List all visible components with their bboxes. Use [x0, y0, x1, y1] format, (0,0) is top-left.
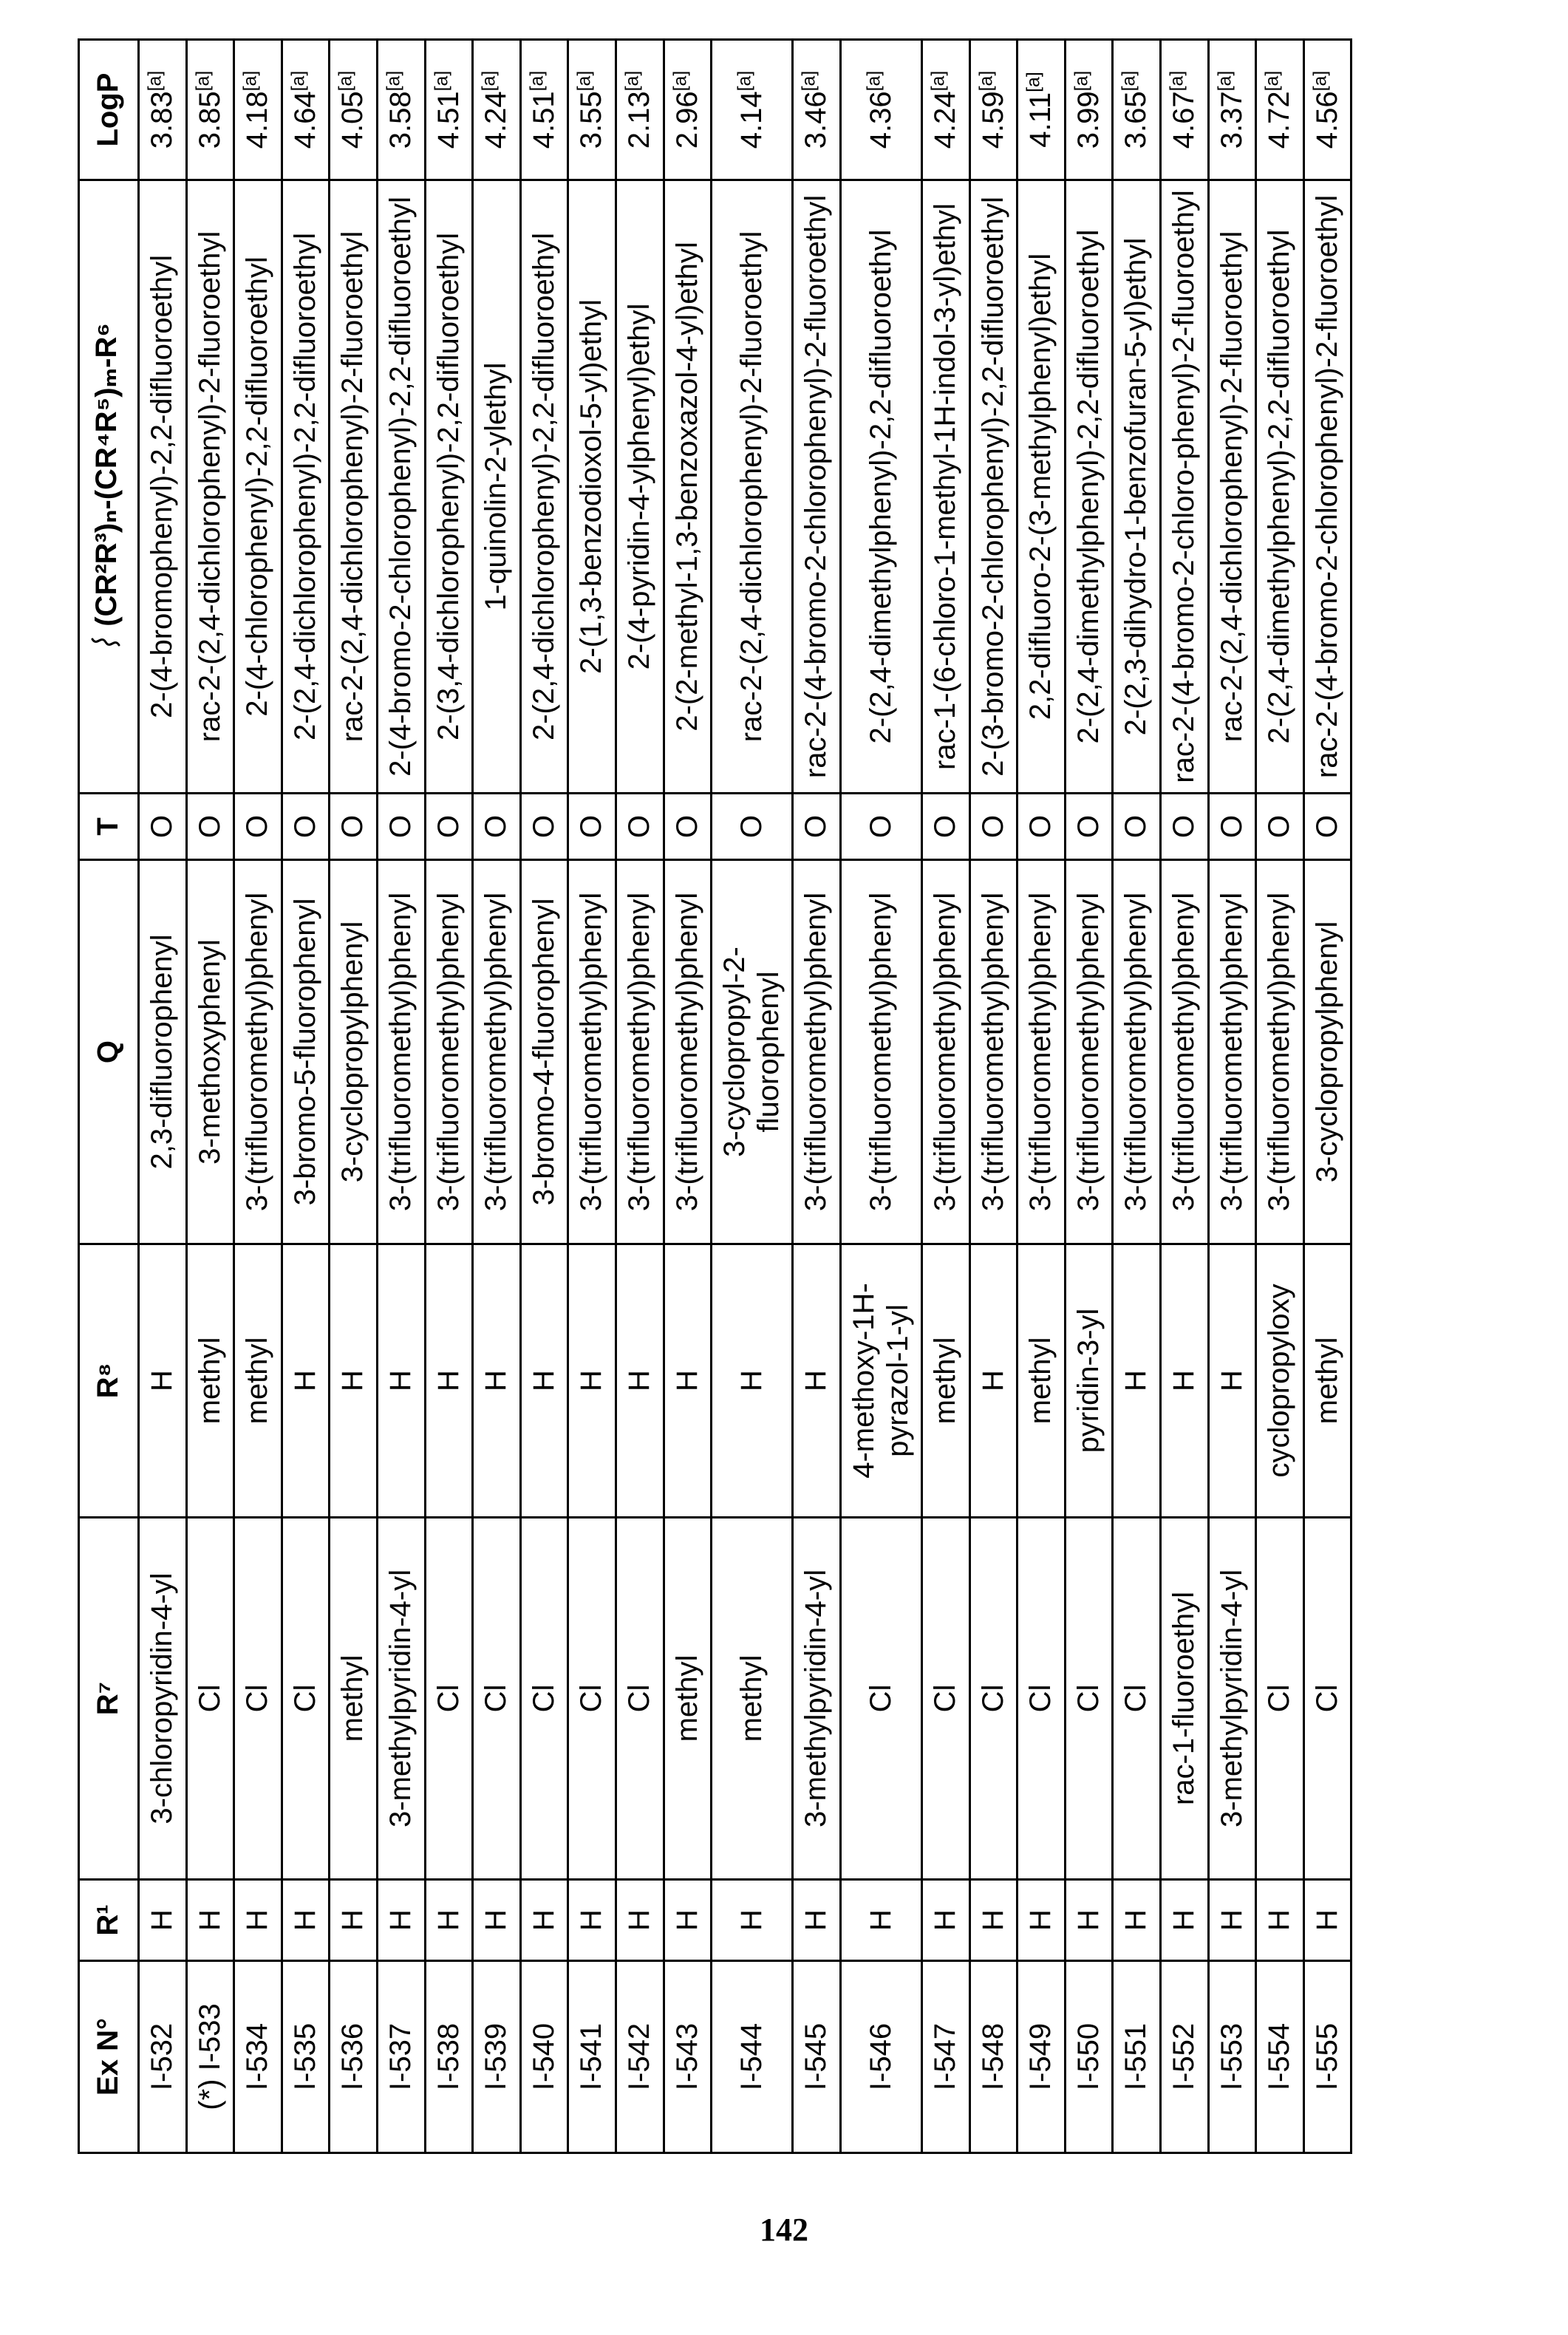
cell-chain: 2-(3-bromo-2-chlorophenyl)-2,2-difluoroethyl: [969, 180, 1018, 794]
cell-r7: 3-methylpyridin-4-yl: [1208, 1518, 1256, 1880]
col-header-chain: [79, 180, 139, 794]
cell-r8: H: [969, 1244, 1018, 1518]
table-row: [922, 40, 970, 2153]
cell-q: 3-cyclopropylphenyl: [330, 860, 378, 1244]
cell-chain: 2-(2,4-dimethylphenyl)-2,2-difluoroethyl: [1065, 180, 1113, 794]
col-header-r7: R⁷: [79, 1518, 139, 1880]
cell-logp: 3.65[a]: [1113, 40, 1161, 180]
table-row: [1018, 40, 1066, 2153]
cell-r7: methyl: [712, 1518, 793, 1880]
cell-chain: rac-2-(2,4-dichlorophenyl)-2-fluoroethyl: [712, 180, 793, 794]
cell-logp: 3.83[a]: [139, 40, 187, 180]
cell-ex-no: I-542: [616, 1961, 664, 2153]
cell-t: O: [969, 794, 1018, 860]
table-row: [712, 40, 793, 2153]
cell-r1: H: [568, 1880, 616, 1961]
cell-r7: 3-methylpyridin-4-yl: [377, 1518, 425, 1880]
cell-logp: 4.11[a]: [1018, 40, 1066, 180]
cell-r8: methyl: [1303, 1244, 1351, 1518]
cell-logp: 3.37[a]: [1208, 40, 1256, 180]
logp-footnote-marker: [a]: [1262, 70, 1283, 92]
cell-r1: H: [186, 1880, 234, 1961]
cell-logp: 4.24[a]: [473, 40, 521, 180]
cell-t: O: [234, 794, 282, 860]
logp-footnote-marker: [a]: [288, 70, 309, 92]
cell-chain: 2,2-difluoro-2-(3-methylphenyl)ethyl: [1018, 180, 1066, 794]
logp-footnote-marker: [a]: [670, 70, 691, 92]
cell-q: 3-(trifluoromethyl)phenyl: [840, 860, 921, 1244]
col-header-q: Q: [79, 860, 139, 1244]
cell-ex-no: I-548: [969, 1961, 1018, 2153]
logp-footnote-marker: [a]: [1310, 70, 1331, 92]
cell-ex-no: I-540: [520, 1961, 568, 2153]
cell-r7: methyl: [330, 1518, 378, 1880]
compound-examples-table: [78, 38, 1352, 2154]
cell-r7: Cl: [186, 1518, 234, 1880]
logp-footnote-marker: [a]: [432, 70, 452, 92]
chain-formula-label: (CR²R³)ₙ-(CR⁴R⁵)ₘ-R⁶: [89, 323, 123, 627]
cell-logp: 3.99[a]: [1065, 40, 1113, 180]
cell-q: 3-(trifluoromethyl)phenyl: [922, 860, 970, 1244]
wavy-bond-icon: [89, 628, 129, 650]
cell-r1: H: [377, 1880, 425, 1961]
cell-r7: Cl: [473, 1518, 521, 1880]
cell-r8: H: [793, 1244, 841, 1518]
cell-q: 3-(trifluoromethyl)phenyl: [1018, 860, 1066, 1244]
cell-q: 3-(trifluoromethyl)phenyl: [664, 860, 712, 1244]
cell-t: O: [1113, 794, 1161, 860]
table-body: [139, 40, 1351, 2153]
logp-footnote-marker: [a]: [1119, 70, 1140, 92]
cell-t: O: [793, 794, 841, 860]
cell-q: 3-(trifluoromethyl)phenyl: [616, 860, 664, 1244]
cell-r8: methyl: [922, 1244, 970, 1518]
cell-r1: H: [664, 1880, 712, 1961]
cell-ex-no: I-541: [568, 1961, 616, 2153]
cell-r1: H: [1303, 1880, 1351, 1961]
cell-r1: H: [1208, 1880, 1256, 1961]
cell-r8: H: [139, 1244, 187, 1518]
cell-logp: 3.46[a]: [793, 40, 841, 180]
cell-r1: H: [425, 1880, 473, 1961]
cell-r8: H: [282, 1244, 330, 1518]
cell-chain: rac-2-(2,4-dichlorophenyl)-2-fluoroethyl: [186, 180, 234, 794]
cell-logp: 4.51[a]: [520, 40, 568, 180]
cell-r1: H: [282, 1880, 330, 1961]
cell-q: 3-bromo-5-fluorophenyl: [282, 860, 330, 1244]
cell-logp: 2.13[a]: [616, 40, 664, 180]
cell-r1: H: [1113, 1880, 1161, 1961]
cell-logp: 4.72[a]: [1256, 40, 1304, 180]
cell-r7: Cl: [282, 1518, 330, 1880]
cell-r1: H: [616, 1880, 664, 1961]
rotated-table-wrapper: [78, 41, 1352, 2154]
cell-logp: 4.56[a]: [1303, 40, 1351, 180]
cell-r1: H: [922, 1880, 970, 1961]
cell-logp: 4.67[a]: [1161, 40, 1209, 180]
cell-r1: H: [139, 1880, 187, 1961]
cell-t: O: [840, 794, 921, 860]
table-row: [186, 40, 234, 2153]
cell-r7: Cl: [1018, 1518, 1066, 1880]
cell-ex-no: I-546: [840, 1961, 921, 2153]
cell-chain: 2-(4-pyridin-4-ylphenyl)ethyl: [616, 180, 664, 794]
cell-ex-no: I-550: [1065, 1961, 1113, 2153]
cell-chain: 2-(1,3-benzodioxol-5-yl)ethyl: [568, 180, 616, 794]
cell-ex-no: (*) I-533: [186, 1961, 234, 2153]
table-row: [139, 40, 187, 2153]
cell-chain: 2-(3,4-dichlorophenyl)-2,2-difluoroethyl: [425, 180, 473, 794]
cell-q: 3-(trifluoromethyl)phenyl: [425, 860, 473, 1244]
cell-chain: rac-2-(2,4-dichlorophenyl)-2-fluoroethyl: [330, 180, 378, 794]
cell-t: O: [712, 794, 793, 860]
cell-r8: H: [520, 1244, 568, 1518]
cell-ex-no: I-544: [712, 1961, 793, 2153]
cell-ex-no: I-547: [922, 1961, 970, 2153]
cell-t: O: [1303, 794, 1351, 860]
cell-q: 3-(trifluoromethyl)phenyl: [377, 860, 425, 1244]
cell-q: 3-cyclopropylphenyl: [1303, 860, 1351, 1244]
cell-r8: H: [330, 1244, 378, 1518]
cell-r8: pyridin-3-yl: [1065, 1244, 1113, 1518]
cell-r7: 3-chloropyridin-4-yl: [139, 1518, 187, 1880]
cell-t: O: [139, 794, 187, 860]
cell-r1: H: [1018, 1880, 1066, 1961]
table-row: [377, 40, 425, 2153]
logp-footnote-marker: [a]: [193, 70, 214, 92]
cell-r1: H: [330, 1880, 378, 1961]
logp-footnote-marker: [a]: [928, 70, 949, 92]
table-row: [664, 40, 712, 2153]
logp-footnote-marker: [a]: [1215, 70, 1235, 92]
cell-r7: Cl: [840, 1518, 921, 1880]
table-row: [568, 40, 616, 2153]
cell-ex-no: I-543: [664, 1961, 712, 2153]
cell-r8: H: [616, 1244, 664, 1518]
cell-r1: H: [1161, 1880, 1209, 1961]
cell-r7: Cl: [922, 1518, 970, 1880]
logp-footnote-marker: [a]: [864, 70, 884, 92]
table-row: [425, 40, 473, 2153]
cell-r7: 3-methylpyridin-4-yl: [793, 1518, 841, 1880]
cell-chain: 2-(2,4-dichlorophenyl)-2,2-difluoroethyl: [520, 180, 568, 794]
logp-footnote-marker: [a]: [575, 70, 596, 92]
cell-chain: rac-1-(6-chloro-1-methyl-1H-indol-3-yl)ethyl: [922, 180, 970, 794]
cell-logp: 2.96[a]: [664, 40, 712, 180]
cell-q: 3-cyclopropyl-2-fluorophenyl: [712, 860, 793, 1244]
cell-logp: 4.36[a]: [840, 40, 921, 180]
cell-r8: H: [568, 1244, 616, 1518]
logp-footnote-marker: [a]: [336, 70, 357, 92]
table-row: [616, 40, 664, 2153]
cell-ex-no: I-539: [473, 1961, 521, 2153]
table-row: [282, 40, 330, 2153]
cell-chain: 2-(2,3-dihydro-1-benzofuran-5-yl)ethyl: [1113, 180, 1161, 794]
cell-chain: 2-(4-chlorophenyl)-2,2-difluoroethyl: [234, 180, 282, 794]
cell-r1: H: [840, 1880, 921, 1961]
cell-t: O: [282, 794, 330, 860]
cell-q: 3-(trifluoromethyl)phenyl: [234, 860, 282, 1244]
cell-r7: Cl: [520, 1518, 568, 1880]
cell-q: 3-(trifluoromethyl)phenyl: [1065, 860, 1113, 1244]
cell-t: O: [330, 794, 378, 860]
logp-footnote-marker: [a]: [479, 70, 500, 92]
cell-chain: rac-2-(2,4-dichlorophenyl)-2-fluoroethyl: [1208, 180, 1256, 794]
cell-q: 3-(trifluoromethyl)phenyl: [1113, 860, 1161, 1244]
cell-ex-no: I-551: [1113, 1961, 1161, 2153]
cell-r7: Cl: [1113, 1518, 1161, 1880]
logp-footnote-marker: [a]: [799, 70, 819, 92]
cell-ex-no: I-553: [1208, 1961, 1256, 2153]
logp-footnote-marker: [a]: [240, 70, 261, 92]
cell-r8: methyl: [186, 1244, 234, 1518]
cell-r1: H: [520, 1880, 568, 1961]
cell-logp: 3.55[a]: [568, 40, 616, 180]
cell-r1: H: [969, 1880, 1018, 1961]
table-row: [520, 40, 568, 2153]
cell-r7: rac-1-fluoroethyl: [1161, 1518, 1209, 1880]
cell-r1: H: [793, 1880, 841, 1961]
cell-r1: H: [473, 1880, 521, 1961]
col-header-t: T: [79, 794, 139, 860]
cell-r7: methyl: [664, 1518, 712, 1880]
cell-logp: 4.24[a]: [922, 40, 970, 180]
cell-q: 3-(trifluoromethyl)phenyl: [473, 860, 521, 1244]
cell-ex-no: I-549: [1018, 1961, 1066, 2153]
logp-footnote-marker: [a]: [622, 70, 643, 92]
cell-r8: H: [1113, 1244, 1161, 1518]
cell-r7: Cl: [1256, 1518, 1304, 1880]
cell-r7: Cl: [616, 1518, 664, 1880]
cell-ex-no: I-536: [330, 1961, 378, 2153]
cell-r7: Cl: [568, 1518, 616, 1880]
cell-chain: 2-(2-methyl-1,3-benzoxazol-4-yl)ethyl: [664, 180, 712, 794]
cell-r8: H: [1161, 1244, 1209, 1518]
cell-t: O: [922, 794, 970, 860]
logp-footnote-marker: [a]: [145, 70, 166, 92]
cell-t: O: [377, 794, 425, 860]
cell-r8: methyl: [1018, 1244, 1066, 1518]
col-header-ex-no: Ex N°: [79, 1961, 139, 2153]
table-row: [969, 40, 1018, 2153]
cell-logp: 4.64[a]: [282, 40, 330, 180]
logp-footnote-marker: [a]: [1023, 72, 1044, 92]
cell-ex-no: I-555: [1303, 1961, 1351, 2153]
cell-t: O: [473, 794, 521, 860]
cell-r1: H: [1065, 1880, 1113, 1961]
cell-r7: Cl: [425, 1518, 473, 1880]
cell-logp: 3.58[a]: [377, 40, 425, 180]
cell-q: 3-(trifluoromethyl)phenyl: [1256, 860, 1304, 1244]
cell-logp: 4.18[a]: [234, 40, 282, 180]
cell-ex-no: I-535: [282, 1961, 330, 2153]
cell-ex-no: I-537: [377, 1961, 425, 2153]
cell-t: O: [616, 794, 664, 860]
cell-r7: Cl: [1303, 1518, 1351, 1880]
cell-ex-no: I-552: [1161, 1961, 1209, 2153]
cell-t: O: [664, 794, 712, 860]
cell-t: O: [520, 794, 568, 860]
cell-ex-no: I-532: [139, 1961, 187, 2153]
cell-q: 3-(trifluoromethyl)phenyl: [1208, 860, 1256, 1244]
cell-r1: H: [1256, 1880, 1304, 1961]
cell-q: 3-(trifluoromethyl)phenyl: [969, 860, 1018, 1244]
cell-r8: H: [377, 1244, 425, 1518]
cell-q: 3-methoxyphenyl: [186, 860, 234, 1244]
table-row: [330, 40, 378, 2153]
cell-logp: 4.51[a]: [425, 40, 473, 180]
cell-ex-no: I-534: [234, 1961, 282, 2153]
table-row: [1303, 40, 1351, 2153]
cell-logp: 4.05[a]: [330, 40, 378, 180]
cell-r7: Cl: [234, 1518, 282, 1880]
cell-chain: 2-(2,4-dimethylphenyl)-2,2-difluoroethyl: [840, 180, 921, 794]
logp-footnote-marker: [a]: [1167, 70, 1187, 92]
cell-chain: 2-(4-bromophenyl)-2,2-difluoroethyl: [139, 180, 187, 794]
cell-q: 3-(trifluoromethyl)phenyl: [793, 860, 841, 1244]
cell-ex-no: I-538: [425, 1961, 473, 2153]
cell-r7: Cl: [1065, 1518, 1113, 1880]
cell-r1: H: [234, 1880, 282, 1961]
cell-r1: H: [712, 1880, 793, 1961]
cell-ex-no: I-545: [793, 1961, 841, 2153]
table-row: [1161, 40, 1209, 2153]
cell-t: O: [186, 794, 234, 860]
table-row: [234, 40, 282, 2153]
cell-q: 3-(trifluoromethyl)phenyl: [568, 860, 616, 1244]
col-header-r8: R⁸: [79, 1244, 139, 1518]
cell-r8: H: [473, 1244, 521, 1518]
table-header-row: [79, 40, 139, 2153]
cell-chain: 2-(2,4-dimethylphenyl)-2,2-difluoroethyl: [1256, 180, 1304, 794]
cell-ex-no: I-554: [1256, 1961, 1304, 2153]
cell-logp: 3.85[a]: [186, 40, 234, 180]
cell-t: O: [1065, 794, 1113, 860]
cell-r8: 4-methoxy-1H-pyrazol-1-yl: [840, 1244, 921, 1518]
cell-t: O: [425, 794, 473, 860]
cell-t: O: [1161, 794, 1209, 860]
cell-logp: 4.14[a]: [712, 40, 793, 180]
table-row: [1065, 40, 1113, 2153]
col-header-r1: R¹: [79, 1880, 139, 1961]
cell-chain: rac-2-(4-bromo-2-chloro-phenyl)-2-fluoroethyl: [1161, 180, 1209, 794]
cell-q: 2,3-difluorophenyl: [139, 860, 187, 1244]
cell-q: 3-(trifluoromethyl)phenyl: [1161, 860, 1209, 1244]
logp-footnote-marker: [a]: [527, 70, 548, 92]
cell-r7: Cl: [969, 1518, 1018, 1880]
logp-footnote-marker: [a]: [976, 70, 997, 92]
col-header-logp: LogP: [79, 40, 139, 180]
cell-logp: 4.59[a]: [969, 40, 1018, 180]
table-row: [793, 40, 841, 2153]
cell-chain: 2-(4-bromo-2-chlorophenyl)-2,2-difluoroethyl: [377, 180, 425, 794]
cell-r8: H: [712, 1244, 793, 1518]
cell-q: 3-bromo-4-fluorophenyl: [520, 860, 568, 1244]
cell-r8: methyl: [234, 1244, 282, 1518]
cell-chain: rac-2-(4-bromo-2-chlorophenyl)-2-fluoroethyl: [1303, 180, 1351, 794]
cell-t: O: [568, 794, 616, 860]
cell-t: O: [1256, 794, 1304, 860]
table-row: [1208, 40, 1256, 2153]
page-number: 142: [760, 2212, 808, 2248]
logp-footnote-marker: [a]: [734, 70, 755, 92]
cell-r8: cyclopropyloxy: [1256, 1244, 1304, 1518]
table-row: [1256, 40, 1304, 2153]
table-row: [473, 40, 521, 2153]
cell-chain: 1-quinolin-2-ylethyl: [473, 180, 521, 794]
logp-footnote-marker: [a]: [384, 70, 404, 92]
cell-r8: H: [1208, 1244, 1256, 1518]
cell-r8: H: [425, 1244, 473, 1518]
cell-chain: 2-(2,4-dichlorophenyl)-2,2-difluoroethyl: [282, 180, 330, 794]
table-row: [1113, 40, 1161, 2153]
cell-t: O: [1018, 794, 1066, 860]
table-row: [840, 40, 921, 2153]
cell-chain: rac-2-(4-bromo-2-chlorophenyl)-2-fluoroethyl: [793, 180, 841, 794]
cell-r8: H: [664, 1244, 712, 1518]
logp-footnote-marker: [a]: [1071, 70, 1092, 92]
cell-t: O: [1208, 794, 1256, 860]
